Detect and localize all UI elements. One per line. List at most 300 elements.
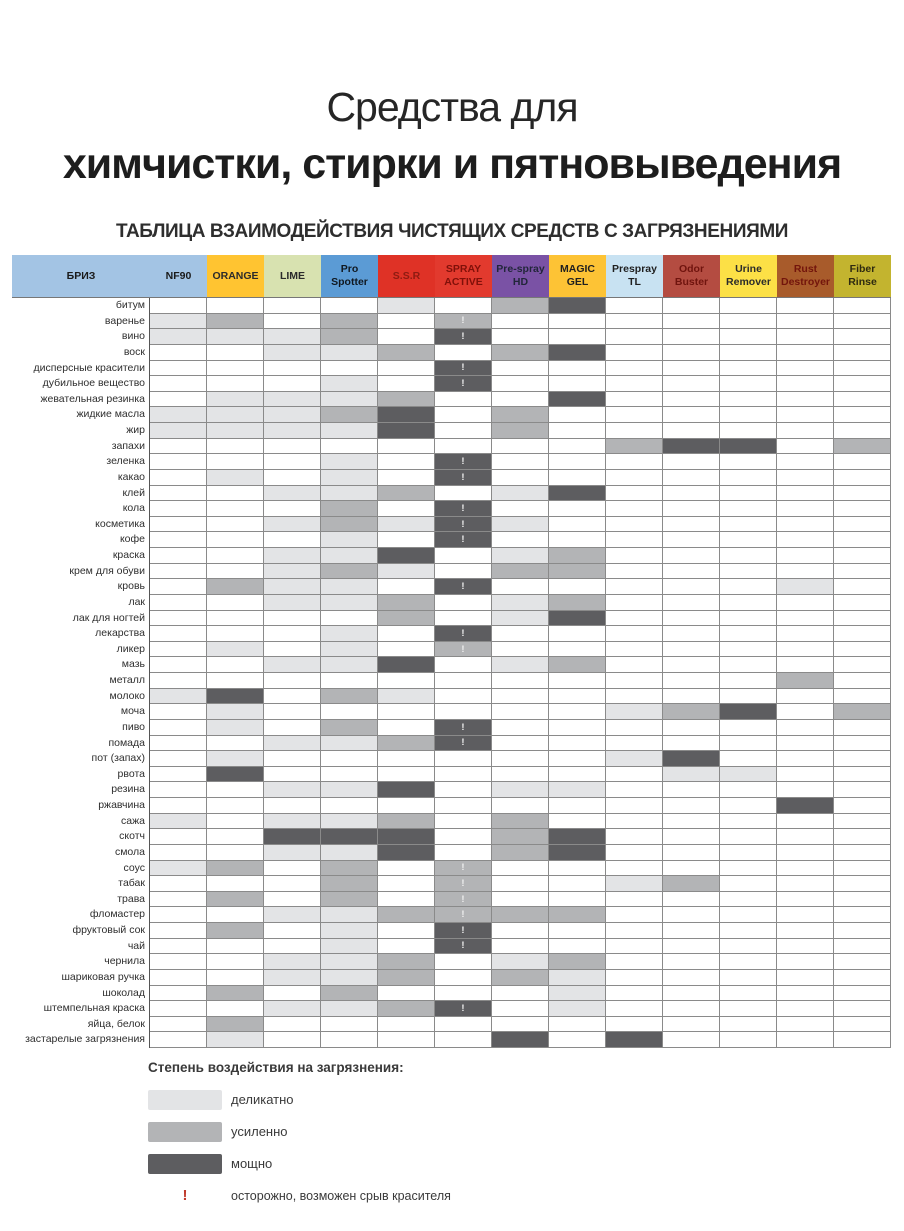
grid-cell xyxy=(834,798,891,814)
grid-cell xyxy=(492,1032,549,1048)
grid-cell xyxy=(777,1032,834,1048)
grid-cell xyxy=(720,611,777,627)
grid-cell xyxy=(549,689,606,705)
row-label: кровь xyxy=(12,579,150,595)
grid-cell xyxy=(606,314,663,330)
grid-cell xyxy=(663,376,720,392)
grid-cell xyxy=(663,642,720,658)
row-label: чай xyxy=(12,939,150,955)
grid-cell xyxy=(207,579,264,595)
grid-cell xyxy=(720,314,777,330)
grid-cell xyxy=(720,329,777,345)
grid-cell xyxy=(549,704,606,720)
grid-cell xyxy=(150,1017,207,1033)
grid-cell xyxy=(378,532,435,548)
row-label: крем для обуви xyxy=(12,564,150,580)
grid-cell xyxy=(150,657,207,673)
grid-cell xyxy=(720,861,777,877)
row-label: жидкие масла xyxy=(12,407,150,423)
grid-cell xyxy=(264,657,321,673)
grid-cell xyxy=(321,798,378,814)
grid-cell xyxy=(150,986,207,1002)
grid-cell xyxy=(435,673,492,689)
header-cell-pre-spray-hd: Pre-spray HD xyxy=(492,255,549,297)
grid-cell xyxy=(435,642,492,658)
grid-cell xyxy=(777,626,834,642)
table-row xyxy=(12,298,891,314)
grid-cell xyxy=(663,782,720,798)
grid-cell xyxy=(549,532,606,548)
grid-cell xyxy=(492,298,549,314)
grid-cell xyxy=(663,423,720,439)
grid-cell xyxy=(321,657,378,673)
table-row xyxy=(12,642,891,658)
grid-cell xyxy=(834,673,891,689)
page-title-line1: Средства для xyxy=(326,84,578,130)
grid-cell xyxy=(606,376,663,392)
grid-cell xyxy=(834,845,891,861)
grid-cell xyxy=(549,970,606,986)
grid-cell xyxy=(378,970,435,986)
grid-cell xyxy=(720,548,777,564)
grid-cell xyxy=(663,829,720,845)
row-label: штемпельная краска xyxy=(12,1001,150,1017)
grid-cell xyxy=(207,829,264,845)
grid-cell xyxy=(435,626,492,642)
grid-cell xyxy=(492,767,549,783)
grid-cell xyxy=(321,579,378,595)
grid-cell xyxy=(663,470,720,486)
grid-cell xyxy=(492,673,549,689)
grid-body xyxy=(12,297,891,1048)
grid-cell xyxy=(777,470,834,486)
cell-warning-mark: ! xyxy=(461,456,465,468)
grid-cell xyxy=(834,767,891,783)
grid-cell xyxy=(720,1001,777,1017)
grid-cell xyxy=(207,439,264,455)
grid-cell xyxy=(606,720,663,736)
grid-cell xyxy=(435,954,492,970)
grid-cell xyxy=(720,579,777,595)
grid-cell xyxy=(777,532,834,548)
row-label: ржавчина xyxy=(12,798,150,814)
grid-cell xyxy=(549,329,606,345)
grid-cell xyxy=(321,345,378,361)
grid-cell xyxy=(606,923,663,939)
grid-cell xyxy=(834,626,891,642)
grid-cell xyxy=(663,1032,720,1048)
grid-cell xyxy=(720,1032,777,1048)
grid-cell xyxy=(207,595,264,611)
grid-cell xyxy=(378,861,435,877)
grid-cell xyxy=(663,407,720,423)
grid-cell xyxy=(150,907,207,923)
grid-cell xyxy=(207,689,264,705)
grid-cell xyxy=(435,329,492,345)
grid-cell xyxy=(378,642,435,658)
cell-warning-mark: ! xyxy=(461,331,465,343)
grid-cell xyxy=(492,798,549,814)
grid-cell xyxy=(663,595,720,611)
legend-item-label: мощно xyxy=(231,1156,273,1171)
grid-cell xyxy=(264,954,321,970)
table-row xyxy=(12,611,891,627)
row-label: кофе xyxy=(12,532,150,548)
grid-cell xyxy=(492,876,549,892)
grid-cell xyxy=(606,1032,663,1048)
grid-cell xyxy=(777,517,834,533)
grid-cell xyxy=(378,579,435,595)
table-row xyxy=(12,423,891,439)
grid-cell xyxy=(321,611,378,627)
grid-cell xyxy=(321,845,378,861)
grid-cell xyxy=(378,814,435,830)
grid-cell xyxy=(834,814,891,830)
grid-cell xyxy=(777,939,834,955)
grid-cell xyxy=(720,704,777,720)
grid-cell xyxy=(777,861,834,877)
grid-cell xyxy=(720,423,777,439)
grid-cell xyxy=(777,970,834,986)
grid-cell xyxy=(150,595,207,611)
grid-cell xyxy=(720,720,777,736)
grid-cell xyxy=(435,532,492,548)
grid-cell xyxy=(264,501,321,517)
grid-cell xyxy=(321,923,378,939)
grid-cell xyxy=(264,798,321,814)
row-label: воск xyxy=(12,345,150,361)
table-row xyxy=(12,720,891,736)
grid-cell xyxy=(549,751,606,767)
grid-cell xyxy=(378,548,435,564)
grid-cell xyxy=(150,1032,207,1048)
grid-cell xyxy=(435,782,492,798)
grid-cell xyxy=(378,704,435,720)
grid-cell xyxy=(435,970,492,986)
grid-cell xyxy=(777,767,834,783)
warning-exclamation-icon: ! xyxy=(182,1187,188,1204)
table-row xyxy=(12,1017,891,1033)
grid-cell xyxy=(606,876,663,892)
grid-cell xyxy=(720,626,777,642)
grid-cell xyxy=(549,1001,606,1017)
grid-cell xyxy=(207,501,264,517)
grid-cell xyxy=(150,329,207,345)
grid-cell xyxy=(492,1017,549,1033)
grid-cell xyxy=(207,704,264,720)
grid-cell xyxy=(150,626,207,642)
grid-cell xyxy=(264,986,321,1002)
grid-cell xyxy=(150,751,207,767)
grid-cell xyxy=(264,470,321,486)
grid-cell xyxy=(150,954,207,970)
row-label: пиво xyxy=(12,720,150,736)
grid-cell xyxy=(549,314,606,330)
grid-cell xyxy=(264,345,321,361)
grid-cell xyxy=(321,329,378,345)
row-label: варенье xyxy=(12,314,150,330)
table-row xyxy=(12,517,891,533)
grid-cell xyxy=(834,501,891,517)
grid-cell xyxy=(264,611,321,627)
grid-cell xyxy=(264,517,321,533)
grid-cell xyxy=(606,1001,663,1017)
grid-cell xyxy=(663,611,720,627)
grid-cell xyxy=(606,970,663,986)
table-row xyxy=(12,407,891,423)
grid-cell xyxy=(777,642,834,658)
grid-cell xyxy=(207,642,264,658)
grid-cell xyxy=(492,986,549,1002)
grid-cell xyxy=(150,689,207,705)
grid-cell xyxy=(663,626,720,642)
grid-cell xyxy=(264,626,321,642)
grid-cell xyxy=(264,845,321,861)
row-label: фруктовый сок xyxy=(12,923,150,939)
grid-cell xyxy=(321,501,378,517)
grid-cell xyxy=(549,439,606,455)
grid-cell xyxy=(777,876,834,892)
grid-cell xyxy=(549,876,606,892)
grid-cell xyxy=(549,564,606,580)
grid-cell xyxy=(663,345,720,361)
grid-cell xyxy=(663,986,720,1002)
table-row xyxy=(12,657,891,673)
grid-cell xyxy=(264,829,321,845)
grid-cell xyxy=(777,501,834,517)
grid-cell xyxy=(321,720,378,736)
grid-cell xyxy=(378,626,435,642)
grid-cell xyxy=(663,548,720,564)
grid-cell xyxy=(606,642,663,658)
row-label: пот (запах) xyxy=(12,751,150,767)
header-label-nf90: NF90 xyxy=(165,269,192,282)
grid-cell xyxy=(435,345,492,361)
grid-cell xyxy=(321,689,378,705)
grid-cell xyxy=(777,751,834,767)
grid-cell xyxy=(378,876,435,892)
grid-cell xyxy=(492,329,549,345)
grid-cell xyxy=(663,736,720,752)
grid-cell xyxy=(264,767,321,783)
grid-cell xyxy=(720,642,777,658)
grid-cell xyxy=(207,907,264,923)
grid-cell xyxy=(663,861,720,877)
grid-cell xyxy=(663,657,720,673)
grid-cell xyxy=(606,345,663,361)
grid-cell xyxy=(150,517,207,533)
legend-swatch-light xyxy=(148,1090,222,1110)
grid-cell xyxy=(321,564,378,580)
legend-warning-row xyxy=(148,1187,451,1204)
grid-cell xyxy=(834,298,891,314)
grid-cell xyxy=(150,939,207,955)
grid-cell xyxy=(720,439,777,455)
grid-cell xyxy=(834,564,891,580)
row-label: застарелые загрязнения xyxy=(12,1032,150,1048)
grid-cell xyxy=(150,704,207,720)
grid-cell xyxy=(435,939,492,955)
grid-cell xyxy=(606,423,663,439)
grid-cell xyxy=(720,892,777,908)
grid-cell xyxy=(834,657,891,673)
grid-cell xyxy=(492,548,549,564)
table-row xyxy=(12,361,891,377)
grid-cell xyxy=(549,470,606,486)
grid-cell xyxy=(492,1001,549,1017)
grid-cell xyxy=(435,548,492,564)
grid-cell xyxy=(321,939,378,955)
grid-cell xyxy=(663,329,720,345)
table-row xyxy=(12,329,891,345)
grid-cell xyxy=(264,486,321,502)
grid-cell xyxy=(777,407,834,423)
grid-cell xyxy=(321,954,378,970)
grid-cell xyxy=(378,564,435,580)
grid-cell xyxy=(207,611,264,627)
grid-cell xyxy=(606,814,663,830)
row-label: лекарства xyxy=(12,626,150,642)
grid-cell xyxy=(150,439,207,455)
cell-warning-mark: ! xyxy=(461,377,465,389)
grid-cell xyxy=(606,532,663,548)
grid-cell xyxy=(606,736,663,752)
grid-cell xyxy=(663,939,720,955)
grid-cell xyxy=(834,907,891,923)
grid-cell xyxy=(264,751,321,767)
grid-cell xyxy=(606,579,663,595)
grid-cell xyxy=(207,970,264,986)
grid-cell xyxy=(264,376,321,392)
grid-cell xyxy=(777,673,834,689)
grid-cell xyxy=(264,876,321,892)
grid-cell xyxy=(606,689,663,705)
grid-cell xyxy=(777,782,834,798)
row-label: запахи xyxy=(12,439,150,455)
grid-cell xyxy=(834,829,891,845)
grid-cell xyxy=(150,782,207,798)
legend-item-light xyxy=(148,1089,451,1110)
grid-cell xyxy=(834,954,891,970)
grid-cell xyxy=(321,361,378,377)
header-cell-magic-gel: MAGIC GEL xyxy=(549,255,606,297)
grid-cell xyxy=(720,986,777,1002)
grid-cell xyxy=(777,329,834,345)
grid-cell xyxy=(150,361,207,377)
grid-cell xyxy=(549,486,606,502)
grid-cell xyxy=(207,767,264,783)
grid-cell xyxy=(435,595,492,611)
grid-cell xyxy=(663,579,720,595)
table-row xyxy=(12,986,891,1002)
grid-cell xyxy=(834,986,891,1002)
grid-cell xyxy=(663,720,720,736)
grid-cell xyxy=(264,939,321,955)
grid-cell xyxy=(492,517,549,533)
grid-cell xyxy=(663,923,720,939)
grid-cell xyxy=(834,704,891,720)
legend xyxy=(148,1060,451,1204)
header-label-briz: БРИЗ xyxy=(66,269,96,282)
grid-cell xyxy=(606,939,663,955)
header-cell-fiber-rinse: Fiber Rinse xyxy=(834,255,891,297)
grid-cell xyxy=(720,689,777,705)
grid-cell xyxy=(492,564,549,580)
grid-cell xyxy=(207,423,264,439)
grid-cell xyxy=(720,595,777,611)
grid-cell xyxy=(720,1017,777,1033)
grid-cell xyxy=(720,798,777,814)
grid-cell xyxy=(834,470,891,486)
grid-cell xyxy=(663,517,720,533)
grid-cell xyxy=(663,970,720,986)
grid-cell xyxy=(606,845,663,861)
grid-cell xyxy=(150,407,207,423)
grid-cell xyxy=(720,501,777,517)
grid-cell xyxy=(150,736,207,752)
grid-cell xyxy=(264,564,321,580)
grid-cell xyxy=(435,923,492,939)
grid-cell xyxy=(492,939,549,955)
grid-cell xyxy=(720,751,777,767)
grid-cell xyxy=(150,892,207,908)
grid-cell xyxy=(720,736,777,752)
grid-cell xyxy=(207,782,264,798)
grid-cell xyxy=(720,673,777,689)
grid-cell xyxy=(720,907,777,923)
grid-cell xyxy=(549,548,606,564)
grid-cell xyxy=(663,845,720,861)
table-row xyxy=(12,829,891,845)
grid-cell xyxy=(435,751,492,767)
grid-cell xyxy=(321,439,378,455)
cell-warning-mark: ! xyxy=(461,862,465,874)
grid-cell xyxy=(549,407,606,423)
cell-warning-mark: ! xyxy=(461,471,465,483)
grid-cell xyxy=(321,517,378,533)
grid-cell xyxy=(492,470,549,486)
grid-cell xyxy=(492,907,549,923)
grid-cell xyxy=(435,657,492,673)
grid-cell xyxy=(378,314,435,330)
grid-cell xyxy=(264,814,321,830)
grid-cell xyxy=(150,423,207,439)
grid-cell xyxy=(264,579,321,595)
grid-cell xyxy=(549,642,606,658)
grid-cell xyxy=(492,423,549,439)
grid-cell xyxy=(264,673,321,689)
table-row xyxy=(12,579,891,595)
grid-cell xyxy=(264,923,321,939)
grid-cell xyxy=(492,486,549,502)
grid-cell xyxy=(720,376,777,392)
grid-cell xyxy=(606,986,663,1002)
grid-cell xyxy=(264,298,321,314)
grid-cell xyxy=(663,532,720,548)
table-row xyxy=(12,626,891,642)
grid-cell xyxy=(549,626,606,642)
grid-cell xyxy=(606,907,663,923)
grid-cell xyxy=(549,454,606,470)
grid-cell xyxy=(606,798,663,814)
grid-cell xyxy=(777,454,834,470)
grid-cell xyxy=(207,361,264,377)
grid-cell xyxy=(378,923,435,939)
grid-cell xyxy=(720,345,777,361)
grid-cell xyxy=(492,923,549,939)
grid-cell xyxy=(264,704,321,720)
grid-cell xyxy=(150,376,207,392)
